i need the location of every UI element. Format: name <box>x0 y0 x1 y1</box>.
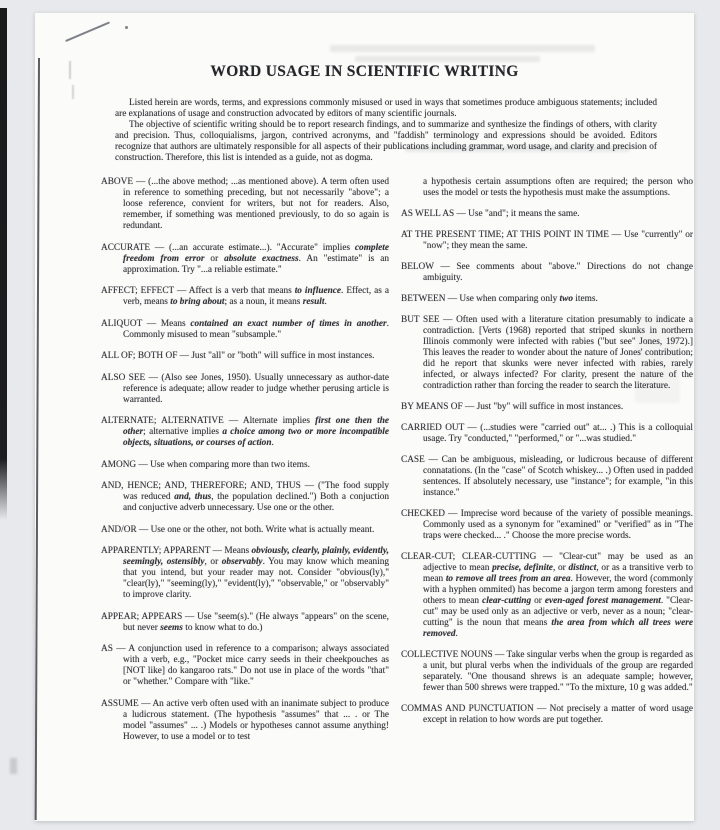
entry-emphasis: even-aged forest management <box>544 596 661 606</box>
entry-text: "Clear-cut" may be used as an adjective to mean <box>423 552 693 573</box>
glossary-entry-all-of-both-of: ALL OF; BOTH OF — Just "all" or "both" will suffice in most instances. <box>101 351 375 361</box>
entry-emphasis: seems <box>160 622 183 633</box>
entry-text: Just "all" or "both" will suffice in most instances. <box>191 351 375 361</box>
entry-text: . However, the word (commonly with a hyphen ommited) has become a jargon term among foresters and others to mean <box>423 574 693 606</box>
entry-text: (...an accurate estimate...). "Accurate" implies <box>169 242 355 253</box>
entry-term: CARRIED OUT <box>401 423 465 433</box>
entry-text: Use "and"; it means the same. <box>468 209 580 219</box>
entry-text: Just "by" will suffice in most instances. <box>476 402 624 412</box>
entry-text: A conjunction used in reference to a comparison; always associated with a verb, e.g., "Pocket mice carry seeds in their cheekpouches as [NOT like] do kangaroo rats." Do not use in place of the words "that" or "whether." Compare with "like." <box>123 644 389 687</box>
entry-term: COLLECTIVE NOUNS <box>401 650 493 660</box>
entry-text: An active verb often used with an inanimate subject to produce a ludicrous statement. (The hypothesis "assumes" that ... . or The model "assumes" ... .) Models or hypotheses cannot assume anything! However, to use a model or to test <box>123 698 389 742</box>
entry-text: , or <box>552 563 569 573</box>
scanned-page <box>35 13 694 821</box>
entry-term: ABOVE <box>101 177 134 187</box>
intro-paragraph-2: The objective of scientific writing should be to report research findings, and to summarize and synthesize the findings of others, with clarity and precision. Thus, colloquialisms, jargon, contrived acronyms, and "faddish" terminology and expressions should be avoided. Editors recognize that authors are ultimately responsible for all aspects of their publications including grammar, word usage, and clarity and precision of construction. Therefore, this list is intended as a guide, not as dogma. <box>115 120 657 163</box>
entry-text: Means <box>160 318 191 329</box>
entry-term: ACCURATE <box>101 242 151 253</box>
glossary-entry-assume: ASSUME — An active verb often used with an inanimate subject to produce a ludicrous statement. (The hypothesis "assumes" that ... . or The model "assumes" ... .) Models or hypotheses cannot assume anything! However, to use a model or to test <box>101 698 389 742</box>
entry-term: AT THE PRESENT TIME; AT THIS POINT IN TIME <box>401 230 609 240</box>
entry-emphasis: two <box>559 294 573 304</box>
entry-term: ALTERNATE; ALTERNATIVE <box>101 416 224 426</box>
document-title: WORD USAGE IN SCIENTIFIC WRITING <box>210 63 519 80</box>
entry-text: . Effect, as a verb, means <box>123 286 389 307</box>
glossary-entry-by-means-of: BY MEANS OF — Just "by" will suffice in most instances. <box>401 402 624 412</box>
entry-term: AS <box>101 644 113 654</box>
glossary-entry-commas-and-punctuation: COMMAS AND PUNCTUATION — Not precisely a matter of word usage except in relation to how words are put together. <box>401 704 694 725</box>
entry-term: CASE <box>401 455 425 465</box>
glossary-entry-among: AMONG — Use when comparing more than two items. <box>101 459 310 470</box>
entry-text: Take singular verbs when the group is regarded as a unit, but plural verbs when the individuals of the group are regarded separately. "One thousand shrews is an adequate sample; however, fewer than 500 shrews were trapped." "To the mixture, 10 g was added." <box>423 650 694 693</box>
entry-term: BETWEEN <box>401 294 446 304</box>
entry-term: BELOW <box>401 262 434 272</box>
entry-term: BY MEANS OF <box>401 402 463 412</box>
page-content <box>35 13 694 821</box>
glossary-entry-above: ABOVE — (...the above method; ...as mentioned above). A term often used in reference to something preceding, but not necessarily "above"; a loose reference, convient for writers, but not for readers. Also, remember, if something was mentioned previously, to do so again is redundant. <box>101 177 389 231</box>
entry-text: See comments about "above." Directions do not change ambiguity. <box>423 262 693 283</box>
entry-term: COMMAS AND PUNCTUATION <box>401 704 534 714</box>
entry-text: Use when comparing more than two items. <box>150 459 310 470</box>
entry-text: (...the above method; ...as mentioned above). A term often used in reference to something preceding, but not necessarily "above"; a loose reference, convient for writers, but not for readers. Also, remember, if something was mentioned previously, to do so again is redundant. <box>123 177 389 231</box>
glossary-entry-below: BELOW — See comments about "above." Directions do not change ambiguity. <box>401 262 693 283</box>
entry-text: . Commonly misused to mean "subsample." <box>123 318 389 340</box>
entry-emphasis: absolute exactness <box>224 253 299 264</box>
glossary-entry-alternate-alternative: ALTERNATE; ALTERNATIVE — Alternate implies first one then the other; alternative implies a choice among two or more incompatible objects, situations, or courses of action. <box>101 416 389 448</box>
entry-text: Use "seem(s)." (He always "appears" on the scene, but never <box>123 611 389 633</box>
entry-emphasis: to remove all trees from an area <box>445 574 571 584</box>
entry-text: (Also see Jones, 1950). Usually unnecessary as author-date reference is adequate; allow reader to judge whether perusing article is warranted. <box>123 372 389 405</box>
entry-text: . <box>455 629 458 639</box>
entry-text: ; as a noun, it means <box>224 297 303 307</box>
entry-text: to know what to do.) <box>182 622 263 633</box>
entry-emphasis: first one then the other <box>123 416 389 437</box>
entry-emphasis: to bring about <box>170 297 225 307</box>
glossary-entry-collective-nouns: COLLECTIVE NOUNS — Take singular verbs when the group is regarded as a unit, but plural verbs when the individuals of the group are regarded separately. "One thousand shrews is an adequate sample; however, fewer than 500 shrews were trapped." "To the mixture, 10 g was added." <box>401 650 694 693</box>
scan-smudge <box>10 758 17 774</box>
glossary-column-right <box>401 177 693 753</box>
entry-text: , or as a transitive verb to mean <box>423 563 694 584</box>
entry-text: ("The food supply was reduced <box>123 481 389 502</box>
glossary-entry-as: AS — A conjunction used in reference to a comparison; always associated with a verb, e.g., "Pocket mice carry seeds in their cheekpouches as [NOT like] do kangaroo rats." Do not use in place of the words "that" or "whether." Compare with "like." <box>101 644 389 687</box>
intro-paragraphs <box>115 98 657 164</box>
entry-text: a hypothesis certain assumptions often are required; the person who uses the model or tests the hypothesis must make the assumptions. <box>423 177 693 198</box>
entry-term: CHECKED <box>401 509 445 519</box>
glossary-entry-continuation <box>401 177 693 199</box>
entry-text: Often used with a literature citation presumably to indicate a contradiction. [Verts (1968) reported that striped skunks in northern Illinois commonly were infected with rabies ("but see" Jones, 1972).] This leaves the reader to wonder about the nature of Jones' contribution; did he report that skunks were never infected with rabies, rarely infected, or always infected? For clarity, present the nature of the contradiction rather than forcing the reader to search the literature. <box>423 315 693 391</box>
entry-emphasis: distinct <box>568 563 597 573</box>
entry-text: . An "estimate" is an approximation. Try "...a reliable estimate." <box>123 253 389 275</box>
entry-emphasis: the area from which all trees were removed <box>423 618 694 639</box>
entry-text: or <box>531 596 545 606</box>
entry-term: AFFECT; EFFECT <box>101 286 175 296</box>
glossary-entry-also-see: ALSO SEE — (Also see Jones, 1950). Usually unnecessary as author-date reference is adequate; allow reader to judge whether perusing article is warranted. <box>101 372 389 405</box>
entry-text: . <box>271 438 274 448</box>
entry-term: AND/OR <box>101 524 137 535</box>
glossary-column-left <box>101 177 389 753</box>
entry-term: AS WELL AS <box>401 209 455 219</box>
glossary-entry-checked: CHECKED — Imprecise word because of the variety of possible meanings. Commonly used as a synonym for "examined" or "verified" as in "The traps were checked... ." Choose the more precise words. <box>401 509 694 541</box>
glossary-entry-accurate: ACCURATE — (...an accurate estimate...). "Accurate" implies complete freedom from error or absolute exactness. An "estimate" is an approximation. Try "...a reliable estimate." <box>101 242 389 275</box>
entry-emphasis: result <box>302 297 325 307</box>
entry-term: BUT SEE <box>401 315 440 325</box>
entry-text: or <box>204 253 225 264</box>
entry-term: ALL OF; BOTH OF <box>101 351 178 361</box>
entry-term: AMONG <box>101 459 137 470</box>
glossary-entry-but-see: BUT SEE — Often used with a literature citation presumably to indicate a contradiction. [Verts (1968) reported that striped skunks in northern Illinois commonly were infected with rabies ("but see" Jones, 1972).] This leaves the reader to wonder about the nature of Jones' contribution; did he report that skunks were never infected with rabies, rarely infected, or always infected? For clarity, present the nature of the contradiction rather than forcing the reader to search the literature. <box>401 315 693 391</box>
entry-text: . You may know which meaning that you intend, but your reader may not. Consider "obvious(ly)," "clear(ly)," "seeming(ly)," "evident(ly)," "observable," or "observably" to improve clarity. <box>123 557 389 600</box>
entry-text: Use when comparing only <box>459 294 560 304</box>
entry-emphasis: contained an exact number of times in another <box>190 318 387 329</box>
entry-term: APPEAR; APPEARS <box>101 611 183 622</box>
entry-text: items. <box>572 294 598 304</box>
glossary-entry-case: CASE — Can be ambiguous, misleading, or ludicrous because of different connatations. (In the "case" of Scotch whiskey... .) Often used in padded sentences. If absolutely necessary, use "instance"; for example, "in this instance." <box>401 455 694 498</box>
entry-text: ; alternative implies <box>143 427 223 437</box>
entry-text: , the population declined.") Both a conjuction and conjuctive adverb unnecessary. Use one or the other. <box>123 492 389 513</box>
entry-text: Use "currently" or "now"; they mean the same. <box>423 230 693 251</box>
entry-emphasis: obviously, clearly, plainly, evidently, seemingly, ostensibly <box>123 546 389 567</box>
glossary-entry-between: BETWEEN — Use when comparing only two items. <box>401 294 598 304</box>
entry-text: , or <box>204 557 222 567</box>
entry-text: . "Clear-cut" may be used only as an adjective or verb, never as a noun; "clear-cutting" is the noun that means <box>423 596 693 628</box>
entry-text: Imprecise word because of the variety of possible meanings. Commonly used as a synonym for "examined" or "verified" as in "The traps were checked... ." Choose the more precise words. <box>423 509 694 541</box>
entry-term: APPARENTLY; APPARENT <box>101 546 211 556</box>
entry-term: ASSUME <box>101 698 139 709</box>
entry-text: Means <box>224 546 252 556</box>
entry-term: ALSO SEE <box>101 372 146 383</box>
intro-paragraph-1: Listed herein are words, terms, and expressions commonly misused or used in ways that sometimes produce ambiguous statements; included are explanations of usage and construction advocated by editors of many scientific journals. <box>115 98 657 119</box>
glossary-entry-at-the-present-time-at-this-point-in-time: AT THE PRESENT TIME; AT THIS POINT IN TIME — Use "currently" or "now"; they mean the same. <box>401 230 693 251</box>
entry-emphasis: clear-cutting <box>482 596 532 606</box>
entry-emphasis: and, thus <box>174 492 212 502</box>
glossary-entry-carried-out: CARRIED OUT — (...studies were "carried out" at... .) This is a colloquial usage. Try "conducted," "performed," or "...was studied." <box>401 423 693 444</box>
two-column-glossary <box>101 177 694 753</box>
glossary-entry-affect-effect: AFFECT; EFFECT — Affect is a verb that means to influence. Effect, as a verb, means to bring about; as a noun, it means result. <box>101 286 389 307</box>
entry-term: AND, HENCE; AND, THEREFORE; AND, THUS <box>101 481 301 491</box>
entry-text: Affect is a verb that means <box>188 286 295 296</box>
entry-text: (...studies were "carried out" at... .) This is a colloquial usage. Try "conducted," "performed," or "...was studied." <box>423 423 693 444</box>
entry-text: Use one or the other, not both. Write what is actually meant. <box>150 524 375 535</box>
entry-emphasis: complete freedom from error <box>123 242 389 264</box>
entry-text: Not precisely a matter of word usage except in relation to how words are put together. <box>423 704 694 725</box>
glossary-entry-apparently-apparent: APPARENTLY; APPARENT — Means obviously, clearly, plainly, evidently, seemingly, ostensibly, or observably. You may know which meaning that you intend, but your reader may not. Consider "obvious(ly)," "clear(ly)," "seeming(ly)," "evident(ly)," "observable," or "observably" to improve clarity. <box>101 546 389 600</box>
glossary-entry-appear-appears: APPEAR; APPEARS — Use "seem(s)." (He always "appears" on the scene, but never seems to know what to do.) <box>101 611 389 633</box>
glossary-entry-as-well-as: AS WELL AS — Use "and"; it means the same. <box>401 209 580 219</box>
entry-term: CLEAR-CUT; CLEAR-CUTTING <box>401 552 537 562</box>
entry-text: Can be ambiguous, misleading, or ludicrous because of different connatations. (In the "case" of Scotch whiskey... .) Often used in padded sentences. If absolutely necessary, use "instance"; for example, "in this instance." <box>423 455 694 498</box>
entry-emphasis: a choice among two or more incompatible objects, situations, or courses of action <box>123 427 389 448</box>
entry-emphasis: to influence <box>294 286 342 296</box>
scan-edge-black-strip <box>0 8 7 520</box>
entry-term: ALIQUOT <box>101 318 143 329</box>
entry-text: Alternate implies <box>242 416 316 426</box>
entry-emphasis: precise, definite <box>492 563 553 573</box>
glossary-entry-and-or: AND/OR — Use one or the other, not both. Write what is actually meant. <box>101 524 375 535</box>
entry-text: . <box>324 297 327 307</box>
entry-emphasis: observably <box>221 557 263 567</box>
glossary-entry-clear-cut-clear-cutting: CLEAR-CUT; CLEAR-CUTTING — "Clear-cut" may be used as an adjective to mean precise, definite, or distinct, or as a transitive verb to mean to remove all trees from an area. However, the word (commonly with a hyphen ommited) has become a jargon term among foresters and others to mean clear-cutting or even-aged forest management. "Clear-cut" may be used only as an adjective or verb, never as a noun; "clear-cutting" is the noun that means the area from which all trees were removed. <box>401 552 694 639</box>
glossary-entry-aliquot: ALIQUOT — Means contained an exact number of times in another. Commonly misused to mean "subsample." <box>101 318 389 340</box>
glossary-entry-and-hence-and-therefore-and-thus: AND, HENCE; AND, THEREFORE; AND, THUS — ("The food supply was reduced and, thus, the population declined.") Both a conjuction and conjuctive adverb unnecessary. Use one or the other. <box>101 481 389 513</box>
